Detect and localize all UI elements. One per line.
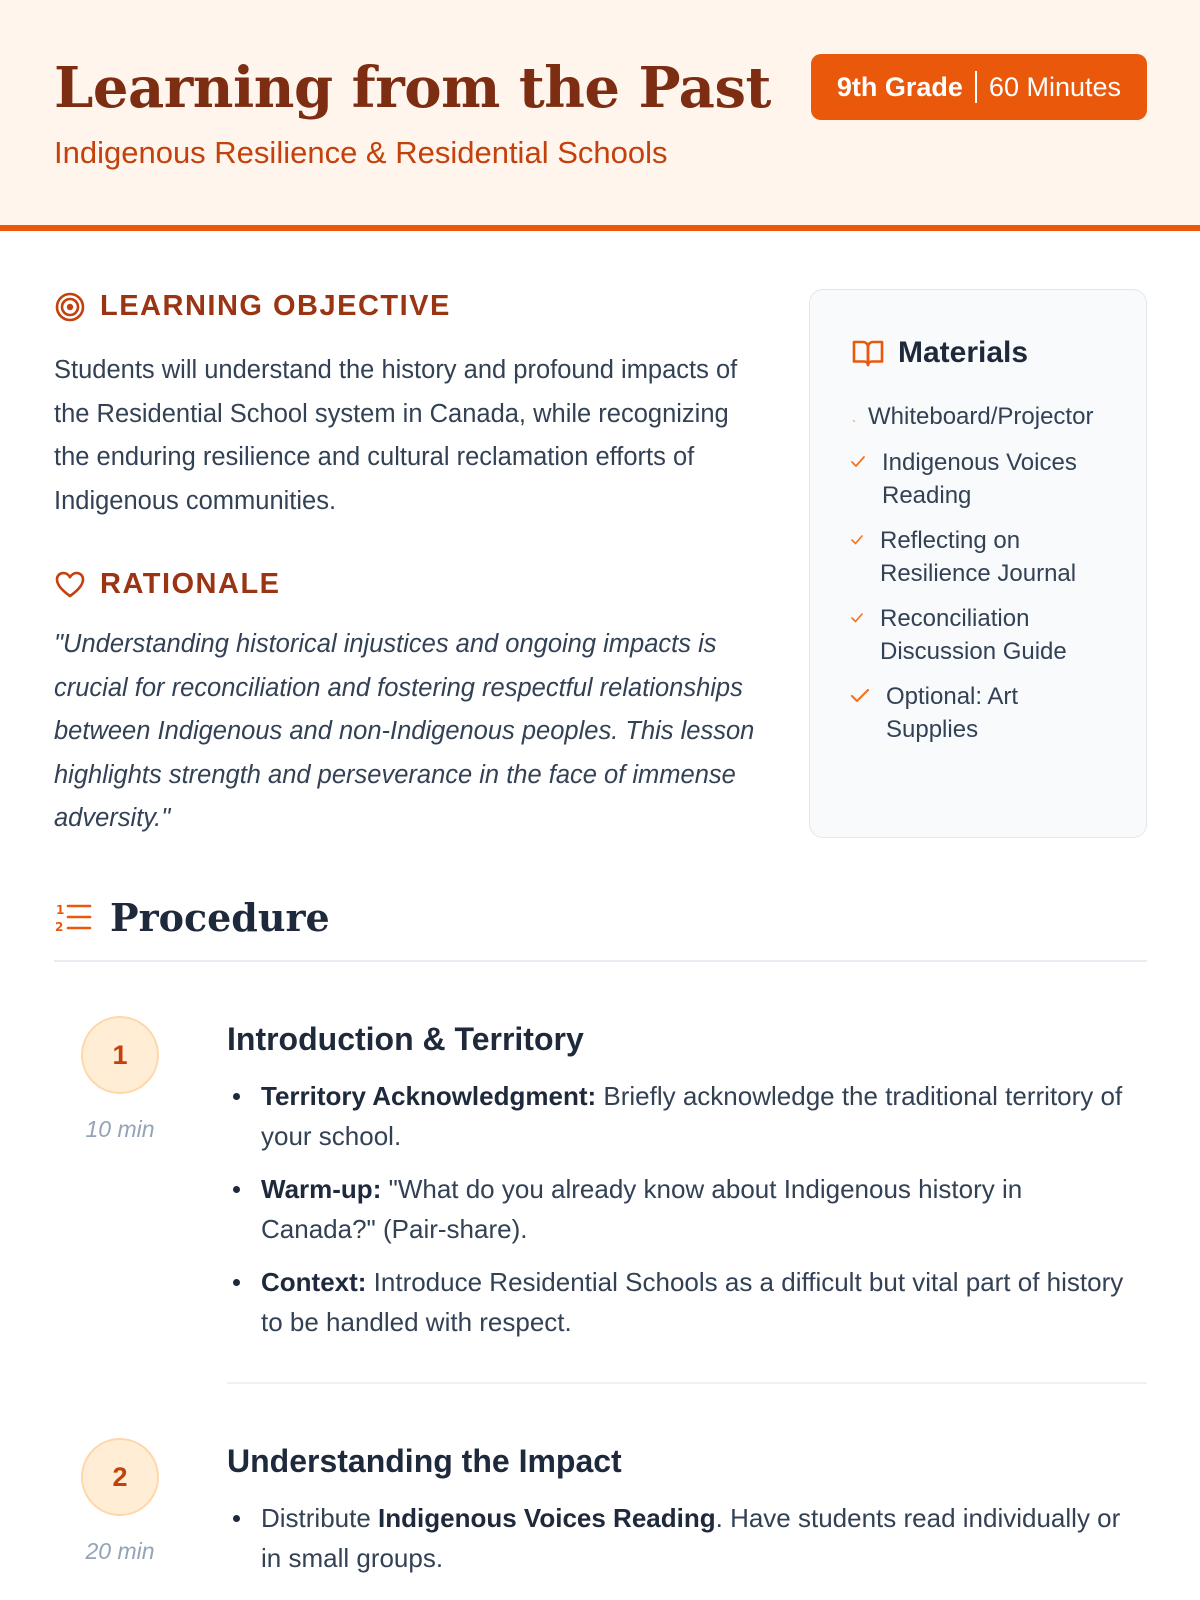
item-text: Briefly acknowledge the traditional territory of your school.: [261, 1081, 1123, 1151]
procedure-heading: [54, 895, 330, 940]
procedure-divider: [54, 960, 1147, 962]
bullet-marker: [233, 1186, 240, 1193]
objective-heading-label: LEARNING OBJECTIVE: [100, 290, 451, 322]
item-label: Context:: [261, 1267, 367, 1297]
item-label: Territory Acknowledgment:: [261, 1081, 597, 1111]
objective-text: Students will understand the history and profound impacts of the Residential School system in Canada, while recognizing the enduring resilience and cultural reclamation efforts of Indigenous communities.: [54, 356, 738, 515]
duration-label: 60 Minutes: [988, 71, 1121, 102]
book-open-icon: [852, 338, 884, 368]
check-icon: [850, 684, 870, 706]
materials-item-label: Indigenous Voices Reading: [882, 449, 1077, 509]
materials-item-label: Reflecting on Resilience Journal: [880, 527, 1077, 587]
materials-item-label: Optional: Art Supplies: [886, 683, 1019, 743]
objective-heading: [54, 290, 451, 323]
page-header: [0, 0, 1200, 231]
svg-text:1: 1: [56, 902, 65, 917]
page-title: Learning from the Past: [54, 55, 771, 121]
step-duration: 10 min: [85, 1116, 155, 1142]
materials-item-label: Whiteboard/Projector: [868, 403, 1094, 430]
heart-icon: [54, 569, 86, 601]
item-text: Introduce Residential Schools as a difficult but vital part of history to be handled with respect.: [261, 1267, 1124, 1337]
step-title: Understanding the Impact: [227, 1443, 622, 1479]
badge-divider: [975, 71, 977, 103]
materials-heading-label: Materials: [898, 336, 1029, 369]
step-number-badge: 2: [81, 1438, 159, 1516]
step-divider: [227, 1382, 1147, 1384]
grade-duration-badge: [811, 54, 1147, 120]
check-icon: [850, 528, 864, 550]
step-title: Introduction & Territory: [227, 1021, 584, 1057]
check-icon: [850, 450, 866, 472]
step-duration: 20 min: [85, 1538, 155, 1564]
materials-item: [850, 680, 1050, 746]
materials-item-label: Reconciliation Discussion Guide: [880, 605, 1067, 665]
procedure-heading-label: Procedure: [110, 895, 330, 940]
item-text: . Have students read individually or in small groups.: [261, 1503, 1121, 1573]
check-icon: [850, 404, 860, 426]
check-icon: [850, 606, 864, 628]
materials-item: [850, 524, 1090, 590]
rationale-text: "Understanding historical injustices and ongoing impacts is crucial for reconciliation and fostering respectful relationships between Indigenous and non-Indigenous peoples. This lesson highlights strength and perseverance in the face of immense adversity.": [54, 630, 755, 832]
svg-text:2: 2: [55, 919, 64, 934]
step-number-badge: 1: [81, 1016, 159, 1094]
list-item: [227, 1498, 1127, 1578]
ordered-list-icon: [54, 901, 92, 935]
rationale-heading-label: RATIONALE: [100, 568, 281, 600]
page-subtitle: Indigenous Resilience & Residential Schools: [54, 135, 668, 170]
materials-card: [809, 289, 1147, 838]
materials-item: [850, 602, 1090, 668]
materials-item: [850, 446, 1100, 512]
item-label: Indigenous Voices Reading: [378, 1503, 716, 1533]
bullet-marker: [233, 1279, 240, 1286]
bullet-marker: [233, 1093, 240, 1100]
list-item: [227, 1076, 1127, 1156]
target-icon: [54, 291, 86, 323]
step-items: [227, 1076, 1127, 1355]
item-prefix: Distribute: [261, 1503, 379, 1533]
list-item: [227, 1169, 1127, 1249]
grade-label: 9th Grade: [836, 71, 963, 102]
rationale-heading: [54, 568, 281, 601]
item-label: Warm-up:: [261, 1174, 382, 1204]
materials-item: [850, 400, 1093, 433]
list-item: [227, 1262, 1127, 1342]
item-text: "What do you already know about Indigenous history in Canada?" (Pair-share).: [261, 1174, 1023, 1244]
materials-heading: [852, 336, 1028, 370]
step-items: [227, 1498, 1127, 1591]
bullet-marker: [233, 1515, 240, 1522]
